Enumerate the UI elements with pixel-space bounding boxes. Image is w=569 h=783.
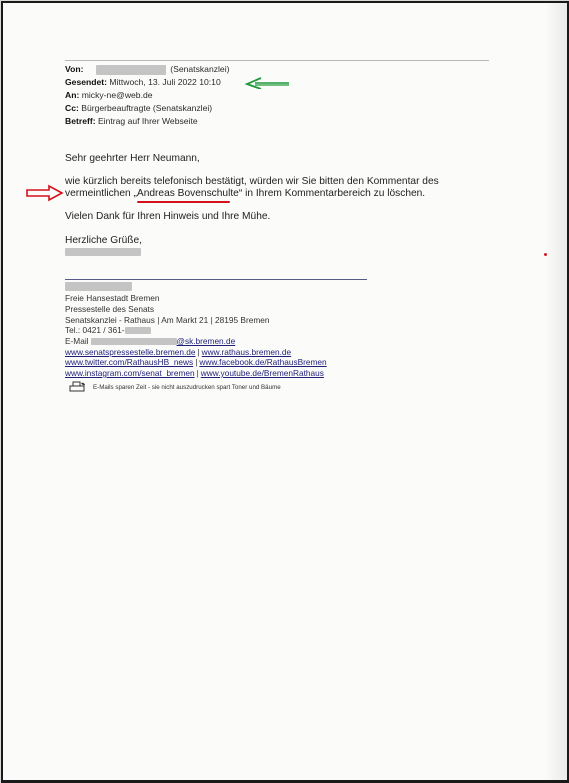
eco-note: E-Mails sparen Zeit - sie nicht auszudrucken spart Toner und Bäume [93, 384, 281, 391]
separator: | [197, 347, 200, 357]
scan-shadow [545, 3, 567, 780]
from-line [65, 64, 229, 75]
from-value: (Senatskanzlei) [170, 64, 230, 74]
email-prefix: E-Mail [65, 336, 89, 346]
scan-speck [544, 253, 547, 256]
cc-value: Bürgerbeauftragte (Senatskanzlei) [81, 103, 213, 113]
link-senatspressestelle[interactable]: www.senatspressestelle.bremen.de [65, 347, 196, 357]
green-arrow-icon [243, 77, 293, 89]
paragraph-line-2 [65, 188, 425, 200]
subject-value: Eintrag auf Ihrer Webseite [97, 116, 198, 126]
cc-line [65, 103, 212, 114]
to-label: An: [65, 90, 80, 100]
link-rathaus[interactable]: www.rathaus.bremen.de [201, 347, 292, 357]
link-twitter[interactable]: www.twitter.com/RathausHB_news [65, 357, 194, 367]
separator: | [195, 357, 198, 367]
redacted-name [65, 248, 141, 256]
subject-label: Betreff: [65, 116, 96, 126]
email-link[interactable]: @sk.bremen.de [176, 336, 236, 346]
red-arrow-icon [25, 184, 65, 202]
sent-line [65, 77, 221, 88]
salutation: Sehr geehrter Herr Neumann, [65, 153, 200, 164]
thanks-line: Vielen Dank für Ihren Hinweis und Ihre Mühe. [65, 211, 271, 222]
sig-links-row-2 [65, 357, 327, 367]
sig-address: Senatskanzlei - Rathaus | Am Markt 21 | 28195 Bremen [65, 315, 270, 325]
link-youtube[interactable]: www.youtube.de/BremenRathaus [200, 368, 324, 378]
subject-line [65, 116, 198, 127]
printer-eco-icon [69, 381, 87, 393]
highlighted-name: „Andreas Bovenschulte“ [133, 188, 243, 199]
line2-prefix: vermeintlichen [65, 188, 134, 199]
cc-label: Cc: [65, 103, 79, 113]
sig-tel [65, 325, 151, 335]
to-value: micky-ne@web.de [81, 90, 153, 100]
header-rule [65, 60, 489, 61]
sent-value: Mittwoch, 13. Juli 2022 10:10 [109, 77, 221, 87]
line2-suffix: in Ihrem Kommentarbereich zu löschen. [242, 188, 426, 199]
scanned-letter-page [1, 1, 569, 783]
link-facebook[interactable]: www.facebook.de/RathausBremen [199, 357, 327, 367]
redacted-email [91, 338, 177, 345]
sig-email [65, 336, 235, 346]
sig-org: Freie Hansestadt Bremen [65, 293, 160, 303]
red-underline [137, 201, 230, 203]
redacted-signature-name [65, 282, 132, 291]
sig-dept: Pressestelle des Senats [65, 304, 155, 314]
redacted-tel [125, 327, 151, 334]
from-label: Von: [65, 64, 84, 74]
sig-links-row-1 [65, 347, 291, 357]
separator: | [196, 368, 199, 378]
to-line [65, 90, 153, 101]
sent-label: Gesendet: [65, 77, 108, 87]
tel-text: Tel.: 0421 / 361- [65, 325, 125, 335]
signature-divider [65, 279, 367, 280]
link-instagram[interactable]: www.instagram.com/senat_bremen [65, 368, 195, 378]
sig-links-row-3 [65, 368, 324, 378]
closing-line: Herzliche Grüße, [65, 235, 142, 246]
redacted-sender [96, 65, 166, 75]
paragraph-line-1: wie kürzlich bereits telefonisch bestätigt, würden wir Sie bitten den Kommentar des [65, 176, 439, 187]
